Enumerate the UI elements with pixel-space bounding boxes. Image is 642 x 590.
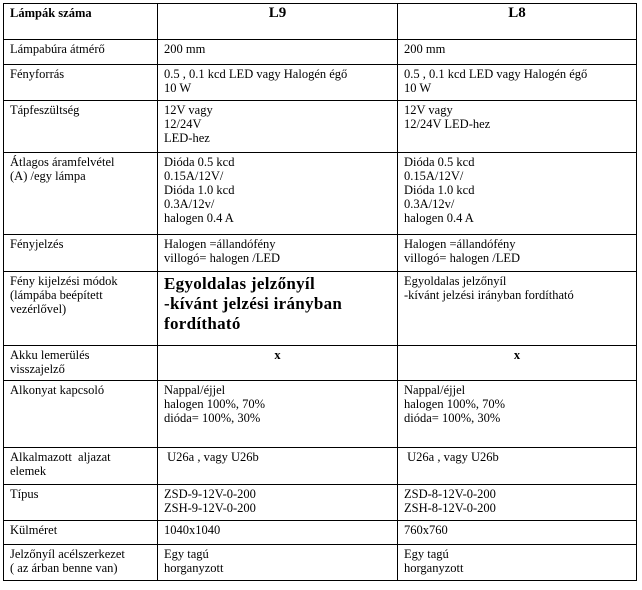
value-line: U26a , vagy U26b <box>164 450 259 464</box>
label-line: Lámpabúra átmérő <box>10 42 105 56</box>
cell-l8 <box>398 381 637 448</box>
label-line: Fény kijelzési módok <box>10 274 118 288</box>
value-line: Egy tagú <box>404 547 449 561</box>
label-line: Akku lemerülés <box>10 348 90 362</box>
table-row <box>4 101 637 153</box>
cell-l9-highlight <box>158 272 398 346</box>
value-line: ZSH-9-12V-0-200 <box>164 501 256 515</box>
row-label <box>4 381 158 448</box>
value-line: ZSD-8-12V-0-200 <box>404 487 496 501</box>
table-row <box>4 153 637 235</box>
value-line: LED-hez <box>164 131 210 145</box>
value-line: 12/24V LED-hez <box>404 117 491 131</box>
row-label <box>4 235 158 272</box>
value-line: 1040x1040 <box>164 523 221 537</box>
value-line: 760x760 <box>404 523 448 537</box>
value-line: villogó= halogen /LED <box>164 251 281 265</box>
value-line: horganyzott <box>164 561 224 575</box>
table-row <box>4 545 637 581</box>
header-l8: L8 <box>398 4 637 40</box>
row-label <box>4 346 158 381</box>
table-row <box>4 485 637 521</box>
value-line: halogen 0.4 A <box>164 211 234 225</box>
cell-l8 <box>398 346 637 381</box>
cell-l8 <box>398 65 637 101</box>
label-line: Jelzőnyíl acélszerkezet <box>10 547 125 561</box>
cell-l9 <box>158 346 398 381</box>
value-line: Egyoldalas jelzőnyíl <box>164 274 315 293</box>
value-line: 0.5 , 0.1 kcd LED vagy Halogén égő <box>404 67 588 81</box>
value-line: 0.15A/12V/ <box>404 169 464 183</box>
value-line: ZSD-9-12V-0-200 <box>164 487 256 501</box>
row-label <box>4 485 158 521</box>
value-line: Dióda 1.0 kcd <box>164 183 235 197</box>
value-line: Egy tagú <box>164 547 209 561</box>
value-line: 10 W <box>404 81 432 95</box>
cell-l9 <box>158 40 398 65</box>
value-line: Dióda 0.5 kcd <box>404 155 475 169</box>
value-line: U26a , vagy U26b <box>404 450 499 464</box>
value-line: dióda= 100%, 30% <box>164 411 261 425</box>
value-line: 0.15A/12V/ <box>164 169 224 183</box>
row-label <box>4 40 158 65</box>
value-line: Dióda 1.0 kcd <box>404 183 475 197</box>
table-row <box>4 40 637 65</box>
row-label <box>4 65 158 101</box>
cell-l9 <box>158 485 398 521</box>
label-line: Külméret <box>10 523 58 537</box>
value-line: 0.3A/12v/ <box>164 197 215 211</box>
value-line: -kívánt jelzési irányban fordítható <box>404 288 574 302</box>
table-row <box>4 521 637 545</box>
label-line: Fényjelzés <box>10 237 64 251</box>
value-line: 0.5 , 0.1 kcd LED vagy Halogén égő <box>164 67 348 81</box>
cell-l9 <box>158 448 398 485</box>
value-line: Halogen =állandófény <box>164 237 276 251</box>
value-line: Nappal/éjjel <box>404 383 466 397</box>
row-label <box>4 521 158 545</box>
lamp-spec-table <box>3 3 637 581</box>
header-lamp-count: Lámpák száma <box>4 4 158 40</box>
value-line: 10 W <box>164 81 192 95</box>
label-line: vezérlővel) <box>10 302 67 316</box>
value-line: 12V vagy <box>164 103 213 117</box>
table-row <box>4 65 637 101</box>
cell-l8 <box>398 272 637 346</box>
value-line: Dióda 0.5 kcd <box>164 155 235 169</box>
value-line: -kívánt jelzési irányban <box>164 294 343 313</box>
row-label <box>4 272 158 346</box>
row-label <box>4 448 158 485</box>
label-line: Tápfeszültség <box>10 103 80 117</box>
row-label <box>4 545 158 581</box>
cell-l8 <box>398 40 637 65</box>
cell-l8 <box>398 448 637 485</box>
header-row <box>4 4 637 40</box>
value-line: 12V vagy <box>404 103 453 117</box>
label-line: (A) /egy lámpa <box>10 169 86 183</box>
value-line: Halogen =állandófény <box>404 237 516 251</box>
value-line: halogen 100%, 70% <box>164 397 266 411</box>
label-line: Alkonyat kapcsoló <box>10 383 105 397</box>
cell-l9 <box>158 545 398 581</box>
label-line: Alkalmazott aljazat <box>10 450 111 464</box>
cell-l9 <box>158 521 398 545</box>
value-line: dióda= 100%, 30% <box>404 411 501 425</box>
value-line: fordítható <box>164 314 241 333</box>
value-line: villogó= halogen /LED <box>404 251 521 265</box>
value-line: x <box>513 348 521 362</box>
cell-l8 <box>398 101 637 153</box>
value-line: 200 mm <box>404 42 446 56</box>
cell-l9 <box>158 235 398 272</box>
value-line: 0.3A/12v/ <box>404 197 455 211</box>
value-line: x <box>274 348 281 362</box>
value-line: horganyzott <box>404 561 464 575</box>
label-line: Átlagos áramfelvétel <box>10 155 115 169</box>
table-row <box>4 448 637 485</box>
value-line: Nappal/éjjel <box>164 383 226 397</box>
cell-l9 <box>158 65 398 101</box>
cell-l8 <box>398 485 637 521</box>
label-line: Fényforrás <box>10 67 65 81</box>
label-line: Típus <box>10 487 39 501</box>
value-line: 12/24V <box>164 117 202 131</box>
cell-l8 <box>398 235 637 272</box>
label-line: elemek <box>10 464 47 478</box>
label-line: visszajelző <box>10 362 65 376</box>
cell-l8 <box>398 545 637 581</box>
cell-l8 <box>398 153 637 235</box>
cell-l9 <box>158 153 398 235</box>
value-line: halogen 100%, 70% <box>404 397 506 411</box>
spec-table-container <box>3 3 637 581</box>
table-row <box>4 272 637 346</box>
table-row <box>4 381 637 448</box>
value-line: ZSH-8-12V-0-200 <box>404 501 496 515</box>
row-label <box>4 101 158 153</box>
value-line: Egyoldalas jelzőnyíl <box>404 274 507 288</box>
table-row <box>4 346 637 381</box>
row-label <box>4 153 158 235</box>
table-row <box>4 235 637 272</box>
cell-l8 <box>398 521 637 545</box>
cell-l9 <box>158 381 398 448</box>
value-line: halogen 0.4 A <box>404 211 474 225</box>
value-line: 200 mm <box>164 42 206 56</box>
label-line: ( az árban benne van) <box>10 561 118 575</box>
cell-l9 <box>158 101 398 153</box>
label-line: (lámpába beépített <box>10 288 103 302</box>
header-l9: L9 <box>158 4 398 40</box>
